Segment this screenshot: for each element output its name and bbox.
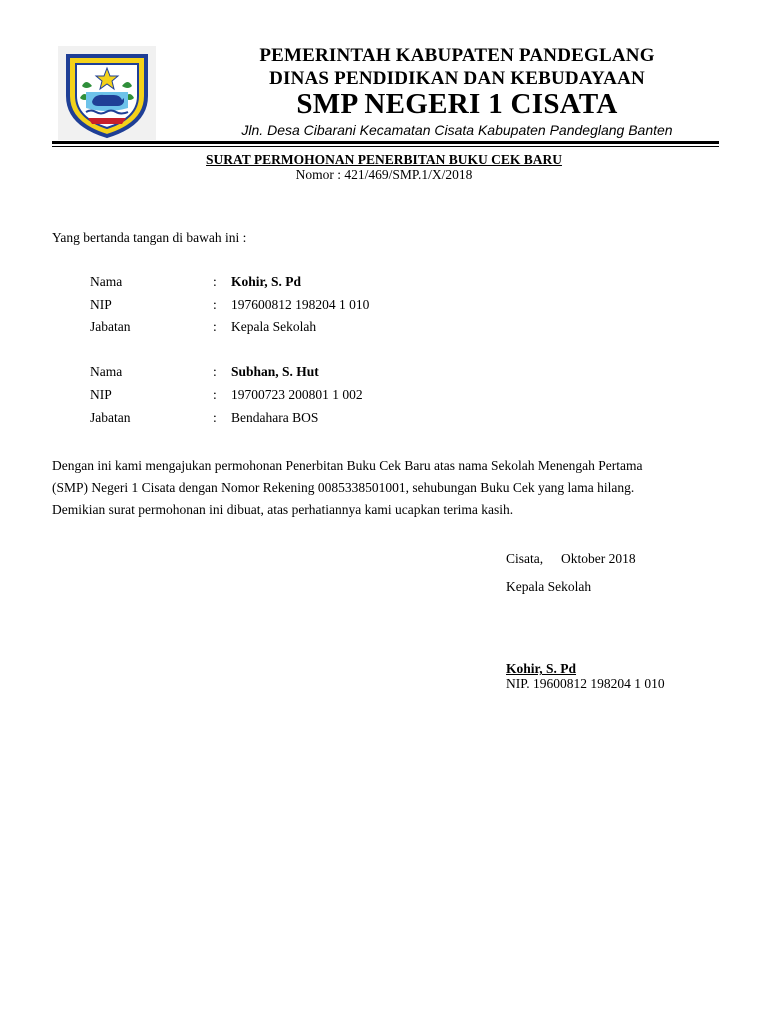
signatory-2-name-label: Nama [90,364,123,379]
signatory-1-name-label: Nama [90,274,123,289]
signer-nip: NIP. 19600812 198204 1 010 [506,676,665,691]
colon: : [213,319,217,334]
closing-sentence: Demikian surat permohonan ini dibuat, atas perhatiannya kami ucapkan terima kasih. [52,502,514,517]
colon: : [213,410,217,425]
colon: : [213,364,217,379]
signer-name: Kohir, S. Pd [506,661,577,676]
signatory-1-nip-label: NIP [90,297,112,312]
signatory-1-nip: 197600812 198204 1 010 [231,297,370,312]
letter-body [52,455,732,521]
signatory-2-position: Bendahara BOS [231,410,319,425]
letterhead-divider-thick [52,141,719,144]
colon: : [213,297,217,312]
signatory-1-position: Kepala Sekolah [231,319,317,334]
body-paragraph-line: (SMP) Negeri 1 Cisata dengan Nomor Rekening 0085338501001, sehubungan Buku Cek yang lama hilang. [52,480,635,495]
letterhead-divider-thin [52,146,719,147]
government-name: PEMERINTAH KABUPATEN PANDEGLANG [259,45,655,66]
signatory-2-nip: 19700723 200801 1 002 [231,387,363,402]
signatory-1-position-label: Jabatan [90,319,131,334]
signer-role: Kepala Sekolah [506,579,592,594]
body-paragraph-line: Dengan ini kami mengajukan permohonan Penerbitan Buku Cek Baru atas nama Sekolah Menengah Pertama [52,458,643,473]
signatory-2-position-label: Jabatan [90,410,131,425]
colon: : [213,387,217,402]
school-address: Jln. Desa Cibarani Kecamatan Cisata Kabupaten Pandeglang Banten [241,122,673,138]
colon: : [213,274,217,289]
signatory-2-nip-label: NIP [90,387,112,402]
school-name: SMP NEGERI 1 CISATA [296,88,618,120]
signing-place: Cisata, [506,551,544,566]
signatory-1-name: Kohir, S. Pd [231,274,302,289]
signing-date: Oktober 2018 [561,551,636,566]
letter-number: Nomor : 421/469/SMP.1/X/2018 [295,167,473,182]
signatory-2-name: Subhan, S. Hut [231,364,319,379]
pandeglang-emblem-icon [58,46,156,140]
intro-text: Yang bertanda tangan di bawah ini : [52,230,247,245]
department-name: DINAS PENDIDIKAN DAN KEBUDAYAAN [269,68,645,89]
letter-title: SURAT PERMOHONAN PENERBITAN BUKU CEK BARU [206,152,562,167]
